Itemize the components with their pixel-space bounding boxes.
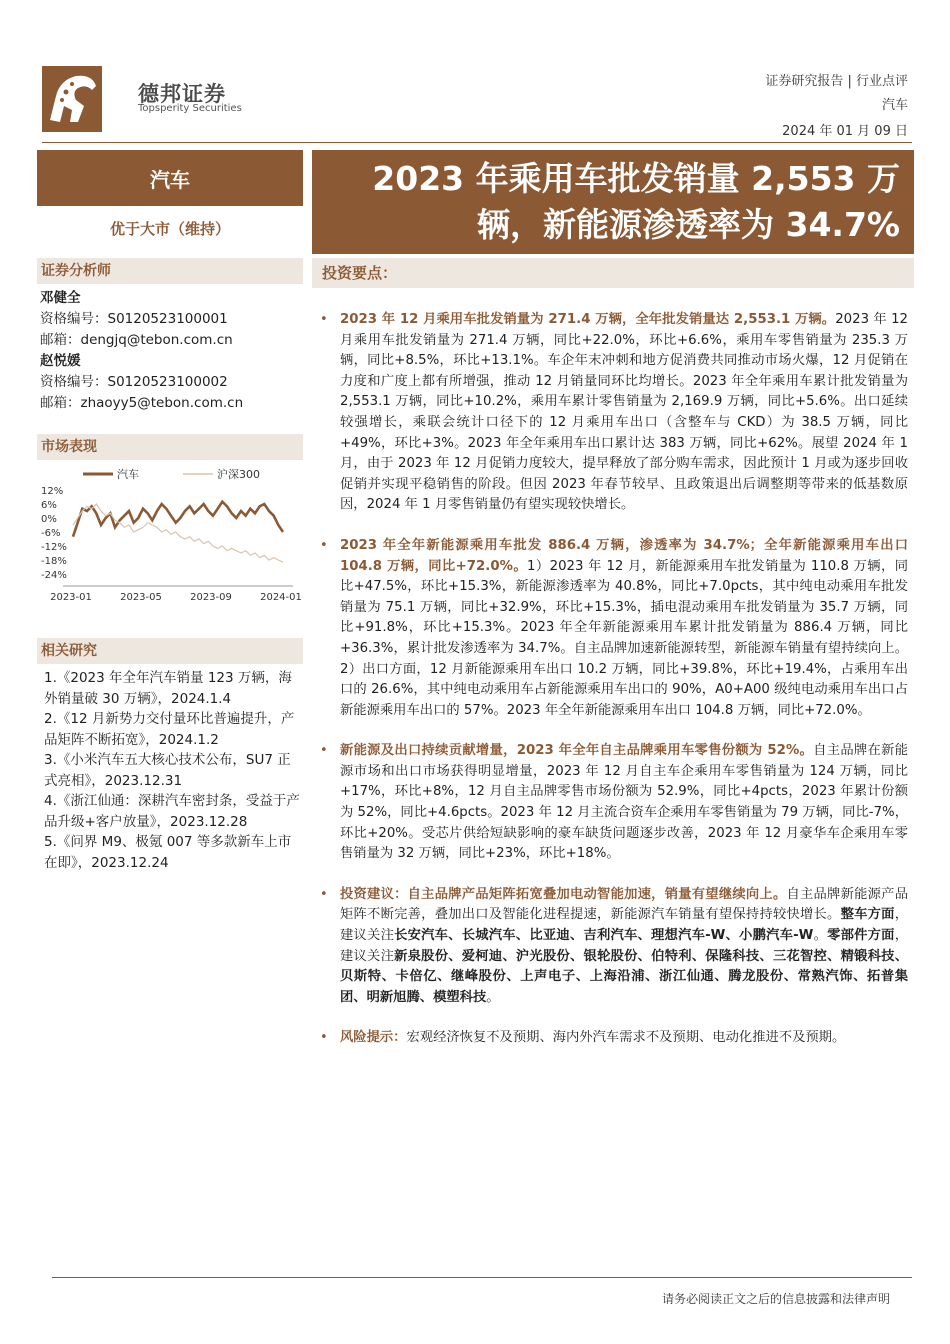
research-list bbox=[44, 668, 300, 873]
bullet-body: ，建议关注 bbox=[340, 907, 909, 944]
series-line-1 bbox=[73, 502, 283, 537]
bullet-body: 自主品牌新能源产品矩阵不断完善，叠加出口及智能化进程提速，新能源汽车销量有望保持持较快增长。 bbox=[340, 886, 909, 923]
rating: 优于大市（维持） bbox=[109, 220, 230, 238]
bullet-lead: 2023 年全年新能源乘用车批发 886.4 万辆，渗透率为 34.7%；全年新能源乘用车出口 104.8 万辆，同比+72.0%。 bbox=[340, 537, 908, 574]
bullet-body: 2023 年 12 月乘用车批发销量为 271.4 万辆，同比+22.0%，环比+6.6%，乘用车零售销量为 235.3 万辆，同比+8.5%，环比+13.1%。车企年末冲刺和地方促消费共同推动市场火爆，12 月促销在力度和广度上都有所增强，推动 12 月销量同环比均增长。2023 年全年乘用车累计批发销量为 2,553.1 万辆，同比+10.2%，乘用车累计零售销量为 2,169.9 万辆，同比+5.6%。出口延续较强增长，乘联会统计口径下的 12 月乘用车出口（含整车与 CKD）为 38.5 万辆，同比+49%，环比+3%。2023 年全年乘用车出口累计达 383 万辆，同比+62%。展望 2024 年 1 月，由于 2023 年 12 月促销力度较大，提早释放了部分购车需求，因此预计 1 月或为逐步回收促销并实现平稳销售的阶段。但因 2023 年春节较早、且政策退出后调整期等带来的低基数原因，2024 年 1 月零售销量仍有望实现较快增长。 bbox=[340, 312, 908, 513]
bullet-5 bbox=[318, 1028, 908, 1049]
analyst-1 bbox=[40, 288, 233, 351]
title-line-2: 辆，新能源渗透率为 34.7% bbox=[477, 205, 900, 244]
analyst-name: 邓健全 bbox=[40, 290, 81, 306]
bullet-body: 1）2023 年 12 月，新能源乘用车批发销量为 110.8 万辆，同比+47.5%，环比+15.3%，新能源渗透率为 40.8%，同比+7.0pcts，其中纯电动乘用车批发销量为 75.1 万辆，同比+32.9%，环比+15.3%，插电混动乘用车批发销量为 35.7 万辆，同比+91.8%，环比+15.3%。2023 年全年新能源乘用车累计批发销量为 886.4 万辆，同比+36.3%，累计批发渗透率为 34.7%。自主品牌加速新能源转型，新能源车销量有望持续向上。2）出口方面，12 月新能源乘用车出口 10.2 万辆，同比+39.8%，环比+19.4%，占乘用车出口的 26.6%，其中纯电动乘用车占新能源乘用车出口的 90%，A0+A00 级纯电动乘用车出口占新能源乘用车出口的 57%。2023 年全年新能源乘用车出口 104.8 万辆，同比+72.0%。 bbox=[340, 558, 908, 718]
bullet-3 bbox=[318, 741, 908, 865]
research-item[interactable]: 4.《浙江仙通：深耕汽车密封条，受益于产品升级+客户放量》，2023.12.28 bbox=[44, 793, 300, 830]
legend-label: 汽车 bbox=[117, 468, 139, 481]
bullet-body: ，建议关注 bbox=[340, 928, 909, 964]
sector-label: 汽车 bbox=[37, 150, 303, 206]
bullet-2 bbox=[318, 536, 908, 721]
bullet-dot-icon: • bbox=[320, 1030, 328, 1046]
bullet-dot-icon: • bbox=[320, 537, 328, 553]
bullet-body: 宏观经济恢复不及预期、海内外汽车需求不及预期、电动化推进不及预期。 bbox=[406, 1030, 846, 1046]
bullet-bold: 零部件方面 bbox=[827, 928, 895, 944]
bullet-lead: 投资建议：自主品牌产品矩阵拓宽叠加电动智能加速，销量有望继续向上。 bbox=[340, 886, 787, 902]
report-title bbox=[312, 150, 914, 254]
market-chart bbox=[37, 462, 303, 602]
bullet-1 bbox=[318, 310, 908, 516]
y-tick-label: -24% bbox=[41, 570, 67, 581]
research-item[interactable]: 2.《12 月新势力交付量环比普遍提升，产品矩阵不断拓宽》，2024.1.2 bbox=[44, 711, 295, 748]
key-points bbox=[318, 310, 908, 1069]
analyst-cert: 资格编号：S0120523100002 bbox=[40, 374, 228, 390]
legend-label: 沪深300 bbox=[217, 468, 260, 481]
company-logo bbox=[42, 66, 102, 132]
report-date: 2024 年 01 月 09 日 bbox=[782, 124, 908, 139]
x-tick-label: 2023-09 bbox=[190, 592, 232, 602]
logo-text-cn: 德邦证券 bbox=[138, 82, 226, 106]
y-tick-label: -18% bbox=[41, 556, 67, 567]
series-line-2 bbox=[73, 504, 283, 562]
research-item[interactable]: 1.《2023 年全年汽车销量 123 万辆，海外销量破 30 万辆》，2024.1.4 bbox=[44, 670, 292, 707]
bullet-dot-icon: • bbox=[320, 743, 328, 759]
y-tick-label: 12% bbox=[41, 486, 64, 497]
logo-text-en: Topsperity Securities bbox=[138, 103, 242, 114]
footer-disclaimer: 请务必阅读正文之后的信息披露和法律声明 bbox=[661, 1292, 890, 1306]
analyst-name: 赵悦媛 bbox=[40, 353, 81, 369]
bullet-4 bbox=[318, 885, 908, 1009]
analyst-heading: 证券分析师 bbox=[37, 258, 303, 284]
header-sector: 汽车 bbox=[881, 98, 908, 113]
x-tick-label: 2023-01 bbox=[50, 592, 92, 602]
analyst-cert: 资格编号：S0120523100001 bbox=[40, 311, 228, 327]
research-item[interactable]: 5.《问界 M9、极氪 007 等多款新车上市在即》，2023.12.24 bbox=[44, 834, 292, 871]
key-points-heading: 投资要点： bbox=[312, 258, 914, 288]
title-line-1: 2023 年乘用车批发销量 2,553 万 bbox=[372, 159, 900, 198]
bullet-body: 。 bbox=[486, 989, 500, 1005]
analyst-2 bbox=[40, 351, 243, 414]
analyst-email[interactable]: 邮箱：zhaoyy5@tebon.com.cn bbox=[40, 395, 244, 411]
bullet-body: 。 bbox=[813, 928, 828, 944]
bullet-dot-icon: • bbox=[320, 312, 328, 327]
y-tick-label: 6% bbox=[41, 500, 57, 511]
bullet-bold: 长安汽车、长城汽车、比亚迪、吉利汽车、理想汽车-W、小鹏汽车-W bbox=[394, 928, 814, 944]
header-divider bbox=[42, 142, 912, 143]
y-tick-label: -12% bbox=[41, 542, 67, 553]
bullet-lead: 新能源及出口持续贡献增量，2023 年全年自主品牌乘用车零售份额为 52%。 bbox=[340, 743, 814, 759]
bullet-body: 自主品牌在新能源市场和出口市场获得明显增量，2023 年 12 月自主车企乘用车零售销量为 124 万辆，同比+17%，环比+8%，12 月自主品牌零售市场份额为 52.9%，同比+4pcts，2023 年累计份额为 52%，同比+4.6pcts。2023 年 12 月主流合资车企乘用车零售销量为 79 万辆，同比-7%，环比+20%。受芯片供给短缺影响的豪车缺货问题逐步改善，2023 年 12 月豪华车企乘用车零售销量为 32 万辆，同比+23%，环比+18%。 bbox=[340, 743, 909, 862]
bullet-lead: 2023 年 12 月乘用车批发销量为 271.4 万辆，全年批发销量达 2,553.1 万辆。 bbox=[340, 312, 836, 327]
y-tick-label: -6% bbox=[41, 528, 61, 539]
y-tick-label: 0% bbox=[41, 514, 57, 525]
analyst-email[interactable]: 邮箱：dengjq@tebon.com.cn bbox=[40, 332, 233, 348]
research-heading: 相关研究 bbox=[37, 638, 303, 664]
research-item[interactable]: 3.《小米汽车五大核心技术公布，SU7 正式亮相》，2023.12.31 bbox=[44, 752, 291, 789]
x-tick-label: 2024-01 bbox=[260, 592, 302, 602]
bullet-bold: 新泉股份、爱柯迪、沪光股份、银轮股份、伯特利、保隆科技、三花智控、精锻科技、贝斯特、卡倍亿、继峰股份、上声电子、上海沿浦、浙江仙通、腾龙股份、常熟汽饰、拓普集团、明新旭腾、模塑科技 bbox=[340, 948, 909, 1005]
bullet-lead: 风险提示： bbox=[340, 1030, 407, 1046]
x-tick-label: 2023-05 bbox=[120, 592, 162, 602]
bullet-dot-icon: • bbox=[320, 886, 328, 902]
market-heading: 市场表现 bbox=[37, 434, 303, 460]
bullet-bold: 整车方面 bbox=[840, 907, 895, 923]
footer-divider bbox=[52, 1277, 912, 1278]
report-type: 证券研究报告 | 行业点评 bbox=[765, 74, 908, 89]
